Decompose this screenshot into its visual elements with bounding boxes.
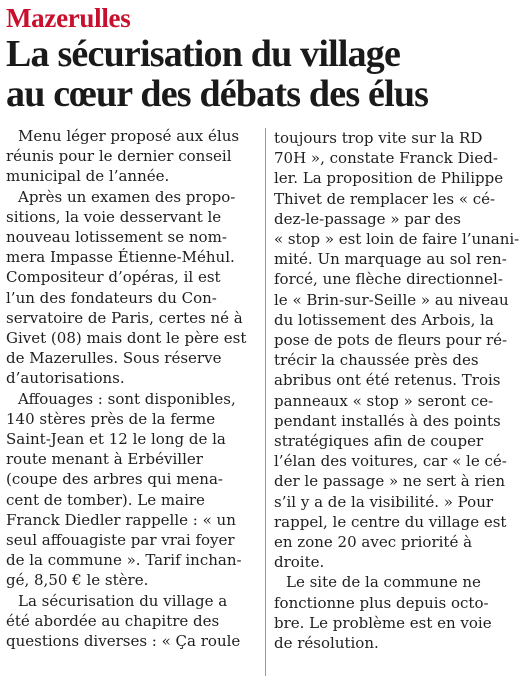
body-text-line: de résolution. (274, 634, 379, 653)
body-text-line: 70H », constate Franck Died- (274, 149, 498, 168)
headline-line-2: au cœur des débats des élus (6, 73, 429, 115)
article-column-left (6, 126, 255, 651)
body-text-line: de la commune ». Tarif inchan- (6, 551, 242, 570)
body-text-line: Thivet de remplacer les « cé- (274, 189, 496, 208)
body-text-line: mera Impasse Étienne-Méhul. (6, 248, 235, 267)
body-text-line: fonctionne plus depuis octo- (274, 593, 489, 612)
body-text-line: questions diverses : « Ça roule (6, 632, 241, 651)
headline-line-1: La sécurisation du village (6, 33, 401, 75)
body-text-line: cent de tomber). Le maire (6, 490, 205, 509)
body-text-line: toujours trop vite sur la RD (274, 129, 483, 147)
article-column-right (274, 128, 519, 653)
body-text-line: servatoire de Paris, certes né à (6, 308, 243, 327)
body-text-line: Compositeur d’opéras, il est (6, 268, 221, 287)
body-text-line: gé, 8,50 € le stère. (6, 571, 149, 590)
body-text-line: sitions, la voie desservant le (6, 207, 222, 226)
body-text-line: « stop » est loin de faire l’unani- (274, 230, 519, 249)
body-text-line: forcé, une flèche directionnel- (274, 270, 503, 289)
body-text-line: pose de pots de fleurs pour ré- (274, 331, 508, 350)
body-text-line: été abordée au chapitre des (6, 611, 220, 630)
body-text-line: stratégiques afin de couper (274, 432, 484, 451)
article-headline (6, 34, 521, 114)
body-text-line: Le site de la commune ne (286, 573, 481, 592)
body-text-line: seul affouagiste par vrai foyer (6, 531, 235, 550)
body-text-line: panneaux « stop » seront ce- (274, 391, 494, 410)
body-text-line: Givet (08) mais dont le père est (6, 329, 247, 348)
body-text-line: d’autorisations. (6, 369, 125, 388)
body-text-line: Affouages : sont disponibles, (18, 389, 236, 408)
body-text-line: Franck Diedler rappelle : « un (6, 510, 236, 529)
body-text-line: l’un des fondateurs du Con- (6, 288, 217, 307)
body-text-line: municipal de l’année. (6, 167, 170, 186)
body-text-line: 140 stères près de la ferme (6, 409, 216, 428)
body-text-line: Après un examen des propo- (18, 187, 236, 206)
body-text-line: nouveau lotissement se nom- (6, 228, 227, 247)
body-text-line: (coupe des arbres qui mena- (6, 470, 223, 489)
body-text-line: pendant installés à des points (274, 411, 501, 430)
body-text-line: route menant à Erbéviller (6, 450, 203, 469)
body-text-line: Saint-Jean et 12 le long de la (6, 430, 226, 449)
body-text-line: abribus ont été retenus. Trois (274, 371, 501, 390)
body-text-line: du lotissement des Arbois, la (274, 310, 494, 329)
body-text-line: dez-le-passage » par des (274, 209, 461, 228)
body-text-line: bre. Le problème est en voie (274, 613, 492, 632)
body-text-line: trécir la chaussée près des (274, 351, 479, 370)
body-text-line: en zone 20 avec priorité à (274, 533, 473, 552)
article-location-kicker: Mazerulles (6, 3, 131, 33)
body-text-line: mité. Un marquage au sol ren- (274, 250, 507, 269)
body-text-line: der le passage » ne sert à rien (274, 472, 505, 491)
body-text-line: réunis pour le dernier conseil (6, 147, 232, 166)
body-text-line: ler. La proposition de Philippe (274, 169, 504, 188)
body-text-line: Menu léger proposé aux élus (18, 127, 240, 145)
body-text-line: La sécurisation du village a (18, 591, 228, 610)
body-text-line: le « Brin-sur-Seille » au niveau (274, 290, 509, 309)
body-text-line: s’il y a de la visibilité. » Pour (274, 492, 494, 511)
body-text-line: l’élan des voitures, car « le cé- (274, 452, 507, 471)
column-divider (265, 128, 266, 676)
body-text-line: rappel, le centre du village est (274, 512, 507, 531)
body-text-line: de Mazerulles. Sous réserve (6, 349, 222, 368)
body-text-line: droite. (274, 553, 325, 572)
